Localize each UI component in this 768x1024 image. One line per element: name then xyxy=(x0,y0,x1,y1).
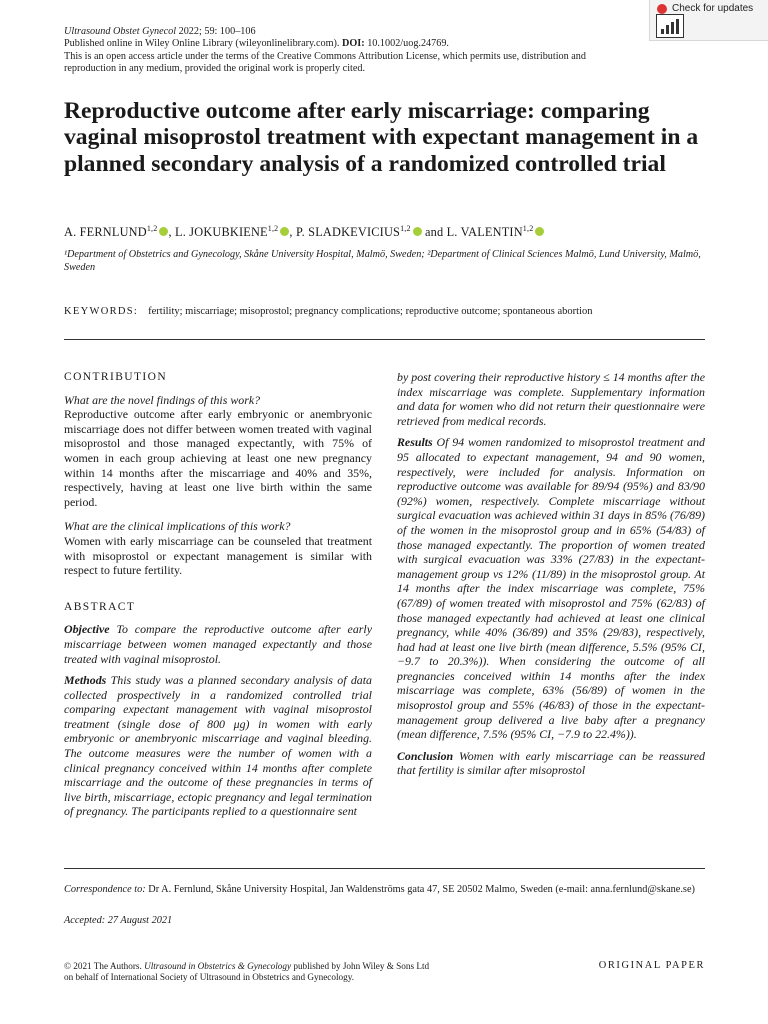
published-text: Published online in Wiley Online Library (wileyonlinelibrary.com). xyxy=(64,38,342,50)
orcid-icon[interactable] xyxy=(535,227,544,236)
journal-abbrev: Ultrasound Obstet Gynecol xyxy=(64,26,177,37)
abstract-heading: ABSTRACT xyxy=(64,600,136,613)
license-line-1: This is an open access article under the terms of the Creative Commons Attribution License, which permits use, distribution and xyxy=(64,50,586,62)
keywords xyxy=(64,306,714,317)
divider xyxy=(64,868,705,869)
orcid-icon[interactable] xyxy=(413,227,422,236)
copyright-footer: © 2021 The Authors. Ultrasound in Obstetrics & Gynecology published by John Wiley & Sons Ltd on behalf of International Society of Ultrasound in Obstetrics and Gynecology. xyxy=(64,961,430,983)
bar-chart-icon xyxy=(656,14,684,38)
contribution-heading: CONTRIBUTION xyxy=(64,371,168,383)
author[interactable]: P. SLADKEVICIUS$^{1,2}$ xyxy=(296,225,422,239)
doi-label: DOI: xyxy=(342,38,365,50)
right-column xyxy=(397,370,705,778)
citation-line xyxy=(64,26,664,38)
paper-type-label: ORIGINAL PAPER xyxy=(598,960,705,971)
published-line xyxy=(64,38,664,50)
author[interactable]: L. JOKUBKIENE$^{1,2}$ xyxy=(175,225,289,239)
clinical-implications-question: What are the clinical implications of this work? xyxy=(64,519,291,534)
methods-continued: by post covering their reproductive history ≤ 14 months after the index miscarriage was complete. Supplementary information and data for women who did not return their questionnaire were retrieved from medical records. xyxy=(397,370,705,428)
correspondence-text: Dr A. Fernlund, Skåne University Hospital, Jan Waldenströms gata 47, SE 20502 Malmo, Sweden (e-mail: anna.fernlund@skane.se) xyxy=(145,884,695,895)
journal-header xyxy=(64,26,664,75)
objective-paragraph: Objective To compare the reproductive outcome after early miscarriage between women managed expectantly and those treated with vaginal misoprostol. xyxy=(64,622,372,666)
license-line-2: reproduction in any medium, provided the original work is properly cited. xyxy=(64,62,366,74)
clinical-implications-answer: Women with early miscarriage can be counseled that treatment with misoprostol or expectant management is similar with respect to future fertility. xyxy=(64,533,372,578)
results-paragraph: Results Of 94 women randomized to misoprostol treatment and 95 allocated to expectant management, 94 and 90 women, respectively, were included for analysis. Information on reproductive outcome was available for 89/94 (95%) and 83/90 (92%) women, respectively. Complete miscarriage without surgical evacuation was achieved within 31 days in 85% (76/89) of the women in the misoprostol group and in 65% (54/83) of those managed expectantly. The proportion of women treated with surgical evacuation was 33% (27/83) in the expectant-management group vs 12% (11/89) in the misoprostol group. At 14 months after the index miscarriage was complete, 75% (67/89) of women treated with misoprostol and 75% (62/83) of those managed expectantly had achieved at least one clinical pregnancy, while 40% (36/89) and 35% (29/83), respectively, had had at least one live birth (mean difference, 5.5% (95% CI, −9.7 to 20.3%)). When considering the outcome of all pregnancies conceived within 14 months after the index miscarriage was complete, 63% (56/89) of women in the misoprostol group and 55% (46/83) of those in the expectant-management group delivered a live baby after a pregnancy (mean difference, 7.5% (95% CI, −7.9 to 22.4%)). xyxy=(397,435,705,742)
accepted-date: Accepted: 27 August 2021 xyxy=(64,915,173,926)
methods-paragraph: Methods This study was a planned secondary analysis of data collected prospectively in a randomized controlled trial comparing expectant management with vaginal misoprostol treatment (single dose of 800 μg) in women with early embryonic or anembryonic miscarriage and vaginal bleeding. The outcome measures were the number of women with a clinical pregnancy conceived within 14 months after complete miscarriage and the outcome of these pregnancies in terms of live birth, miscarriage, ectopic pregnancy and legal termination of pregnancy. The participants replied to a questionnaire sent xyxy=(64,673,372,819)
divider xyxy=(64,339,705,340)
doi-link[interactable]: 10.1002/uog.24769. xyxy=(364,38,449,50)
check-for-updates-button[interactable] xyxy=(649,0,768,41)
keywords-text: fertility; miscarriage; misoprostol; pregnancy complications; reproductive outcome; spontaneous abortion xyxy=(148,306,593,317)
novel-findings-answer: Reproductive outcome after early embryonic or anembryonic miscarriage does not differ between women treated with vaginal misoprostol and those managed expectantly, with 75% of women in each group achieving at least one new pregnancy within 14 months after the miscarriage and 40% and 35%, respectively, having at least one live birth within the same period. xyxy=(64,407,372,509)
author[interactable]: A. FERNLUND$^{1,2}$ xyxy=(64,225,168,239)
correspondence-label: Correspondence to: xyxy=(64,884,146,895)
article-title: Reproductive outcome after early miscarriage: comparing vaginal misoprostol treatment with expectant management in a planned secondary analysis of a randomized controlled trial xyxy=(64,98,699,177)
correspondence xyxy=(64,884,705,897)
author[interactable]: L. VALENTIN$^{1,2}$ xyxy=(447,225,545,239)
keywords-label: KEYWORDS: xyxy=(64,306,139,317)
affiliations: ¹Department of Obstetrics and Gynecology, Skåne University Hospital, Malmö, Sweden; ²Department of Clinical Sciences Malmö, Lund University, Malmö, Sweden xyxy=(64,249,701,273)
check-for-updates-label: Check for updates xyxy=(672,3,754,14)
novel-findings-question: What are the novel findings of this work? xyxy=(64,392,261,407)
citation: 2022; 59: 100–106 xyxy=(176,26,256,37)
conclusion-paragraph: Conclusion Women with early miscarriage can be reassured that fertility is similar after misoprostol xyxy=(397,748,705,778)
crossmark-icon xyxy=(657,4,667,14)
left-column xyxy=(64,370,372,819)
author-list: A. FERNLUND$^{1,2}$ , L. JOKUBKIENE$^{1,2}$ , P. SLADKEVICIUS$^{1,2}$ and L. VALENTIN$^{1,2}$ xyxy=(64,224,714,240)
